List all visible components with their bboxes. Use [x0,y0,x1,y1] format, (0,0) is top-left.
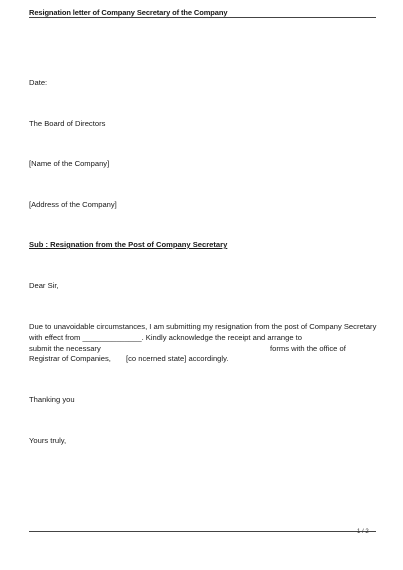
salutation: Dear Sir, [29,281,59,290]
company-address-placeholder: [Address of the Company] [29,200,117,209]
closing-line: Yours truly, [29,436,67,445]
header-title: Resignation letter of Company Secretary of the Company [29,8,228,17]
subject-line: Sub : Resignation from the Post of Company Secretary [29,240,228,249]
body-line-3-right: forms with the office of [270,344,346,353]
header-divider [29,17,376,18]
body-line-2: with effect from ______________. Kindly acknowledge the receipt and arrange to [29,333,302,342]
body-line-4-left: Registrar of Companies, [29,354,111,363]
body-line-1: Due to unavoidable circumstances, I am submitting my resignation from the post of Company Secretary [29,322,377,331]
recipient-line: The Board of Directors [29,119,106,128]
date-label: Date: [29,78,48,87]
page-number: 1 / 2 [357,529,369,535]
footer-divider [29,531,376,532]
thanks-line: Thanking you [29,395,75,404]
body-line-3-left: submit the necessary [29,344,101,353]
body-line-4-right: [co ncerned state] accordingly. [126,354,229,363]
company-name-placeholder: [Name of the Company] [29,159,110,168]
